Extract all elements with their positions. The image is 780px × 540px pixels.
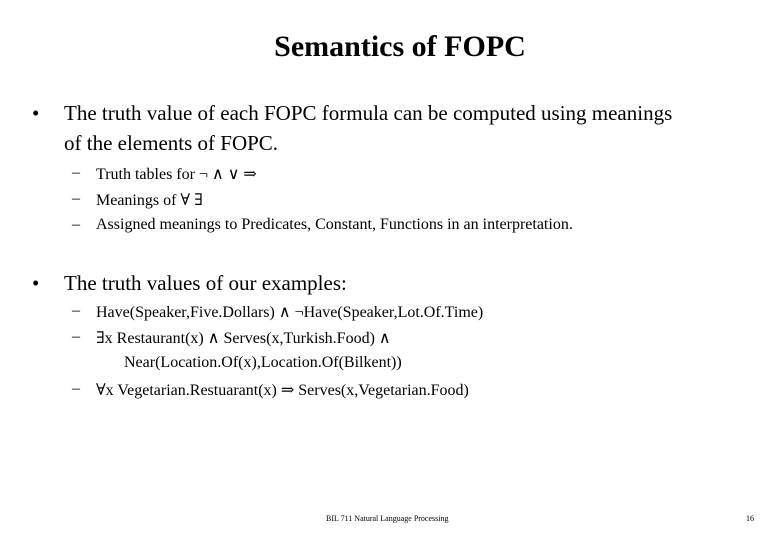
sub-bullet-text: ∃x Restaurant(x) ∧ Serves(x,Turkish.Food) ∧	[96, 330, 391, 347]
sub-bullet-text: Assigned meanings to Predicates, Constant, Functions in an interpretation.	[96, 216, 573, 233]
footer-course: BIL 711 Natural Language Processing	[326, 514, 449, 523]
sub-bullet-marker: –	[72, 328, 80, 345]
sub-bullet-text: Have(Speaker,Five.Dollars) ∧ ¬Have(Speaker,Lot.Of.Time)	[96, 304, 484, 321]
bullet-marker: •	[32, 101, 40, 125]
sub-bullet-marker: –	[72, 164, 80, 181]
sub-bullet-continuation: Near(Location.Of(x),Location.Of(Bilkent))	[124, 354, 402, 371]
sub-bullet-text: ∀x Vegetarian.Restuarant(x) ⇒ Serves(x,Vegetarian.Food)	[96, 382, 469, 399]
page-number: 16	[746, 514, 754, 523]
sub-bullet-marker: –	[72, 190, 80, 207]
sub-bullet-marker: –	[72, 216, 80, 233]
bullet-marker: •	[32, 271, 40, 295]
bullet-text: The truth value of each FOPC formula can be computed using meanings	[64, 101, 673, 125]
sub-bullet-marker: –	[72, 380, 80, 397]
sub-bullet-marker: –	[72, 302, 80, 319]
bullet-text: The truth values of our examples:	[64, 271, 347, 295]
sub-bullet-text: Truth tables for ¬ ∧ ∨ ⇒	[96, 166, 257, 183]
slide-title: Semantics of FOPC	[274, 30, 526, 63]
sub-bullet-text: Meanings of ∀ ∃	[96, 192, 203, 209]
bullet-text: of the elements of FOPC.	[64, 131, 279, 155]
